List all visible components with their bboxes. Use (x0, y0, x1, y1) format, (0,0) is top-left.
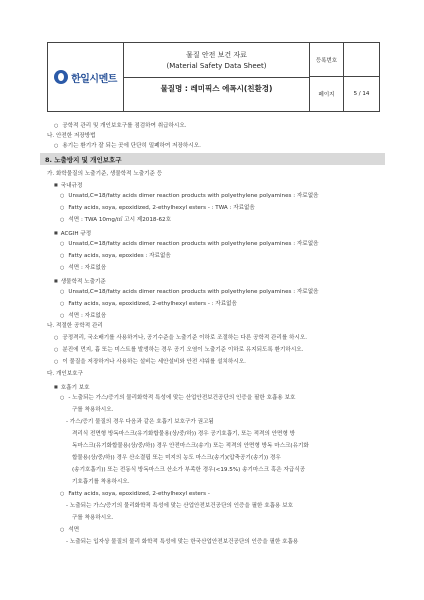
body-line: - 가스/증기 물질의 경우 다음과 같은 호흡기 보호구가 권고됨 (66, 419, 214, 425)
body-line: ○ Unsatd,C=18/fatty acids dimer reaction products with polyethylene polyamines : 자료없음 (60, 193, 319, 200)
body-line: ○ Unsatd,C=18/fatty acids dimer reaction products with polyethylene polyamines : 자료없음 (60, 241, 319, 248)
reg-number-label: 등록번호 (310, 43, 344, 77)
body-line-continued: 기호흡기를 착용하시오. (72, 479, 130, 485)
title-english: (Material Safety Data Sheet) (166, 62, 267, 70)
logo-icon (54, 70, 68, 84)
body-line: ○ 공정격리, 국소배기를 사용하거나, 공기수준을 노출기준 이하로 조절하는 다른 공학적 관리를 하시오. (54, 335, 307, 342)
page-number: 5 / 14 (353, 91, 370, 97)
title-korean: 물질 안전 보건 자료 (186, 51, 247, 59)
body-line-continued: 합물용(상/중/하)) 경우 산소결핍 또는 미지의 농도 마스크(송기)(압축공기(송기)) 경우 (72, 455, 281, 461)
body-line: ○ Unsatd,C=18/fatty acids dimer reaction products with polyethylene polyamines : 자료없음 (60, 289, 319, 296)
body-line: ○ 공학적 관리 및 개인보호구를 점검하여 취급하시오. (54, 123, 187, 130)
list-heading: ■ 국내규정 (54, 181, 82, 190)
title-divider (124, 77, 309, 78)
body-line: ○ 분진에 먼지, 흄 또는 미스트를 발생하는 경우 공기 오염이 노출기준 이하로 유지되도록 환기하시오. (54, 347, 303, 354)
logo-text: 한일시멘트 (71, 73, 117, 85)
body-line: ○ - 노출되는 가스/증기의 물리화학적 특성에 맞는 산업안전보건공단의 인증을 필한 호흡용 보호 (60, 395, 295, 402)
body-line: ○ 석면 (60, 527, 79, 534)
body-line-continued: (송기호흡기)) 또는 전동식 방독마스크 산소가 부족한 경우(<19.5%) 송기마스크 혹은 자급식공 (72, 467, 306, 473)
sub-heading: 나. 안전한 저장방법 (47, 133, 96, 139)
body-line: ○ Fatty acids, soya, epoxidized, 2-ethylhexyl esters - (60, 491, 210, 498)
body-line: ○ 석면 : TWA 10mg/㎥ 고시 제2018-62호 (60, 217, 171, 224)
msds-header-table (47, 42, 380, 112)
body-line-continued: 구를 착용하시오. (72, 407, 114, 413)
body-line-continued: 독마스크(유기화합물용(상/중/하)) 경우 안전마스크(송기) 또는 적격의 안면형 방독 마스크(유기화 (72, 443, 309, 449)
body-line: ○ Fatty acids, soya, epoxides : 자료없음 (60, 253, 171, 260)
body-line-continued: 구를 착용하시오. (72, 515, 114, 521)
body-line: - 노출되는 가스/증기의 물리화학적 특성에 맞는 산업안전보건공단의 인증을 필한 호흡용 보호 (66, 503, 294, 509)
body-line: 격리식 전면형 방독마스크(유기화합물용(상/중/하)) 경우 공기호흡기, 또는 적격의 안면형 방 (72, 431, 296, 437)
reg-number-value (344, 43, 379, 77)
list-heading: ■ 호흡기 보호 (54, 383, 90, 392)
sub-heading: 나. 적절한 공학적 관리 (47, 323, 103, 329)
company-logo (48, 43, 124, 111)
section-heading: 8. 노출방지 및 개인보호구 (45, 156, 122, 164)
body-line: ○ 용기는 환기가 잘 되는 곳에 단단히 밀폐하여 저장하시오. (54, 143, 201, 150)
product-name: 물질명 : 레미픽스 에폭시(친환경) (160, 84, 273, 93)
body-line: ○ 이 물질을 저장하거나 사용하는 설비는 세안설비와 안전 샤워를 설치하시오. (54, 359, 246, 366)
body-line: ○ Fatty acids, soya, epoxidized, 2-ethylhexyl esters - : 자료없음 (60, 301, 237, 308)
body-line: - 노출되는 입자상 물질의 물리 화학적 특성에 맞는 한국산업안전보건공단의 인증을 필한 호흡용 (66, 539, 299, 545)
body-line: ○ 석면 : 자료없음 (60, 313, 106, 320)
document-title (124, 43, 310, 111)
sub-heading: 다. 개인보호구 (47, 371, 83, 377)
page-label: 페이지 (310, 77, 344, 111)
sub-heading: 가. 화학물질의 노출기준, 생물학적 노출기준 등 (47, 171, 163, 177)
body-line: ○ Fatty acids, soya, epoxidized, 2-ethylhexyl esters - : TWA : 자료없음 (60, 205, 255, 212)
list-heading: ■ ACGIH 규정 (54, 229, 91, 238)
list-heading: ■ 생물학적 노출기준 (54, 277, 106, 286)
body-line: ○ 석면 : 자료없음 (60, 265, 106, 272)
